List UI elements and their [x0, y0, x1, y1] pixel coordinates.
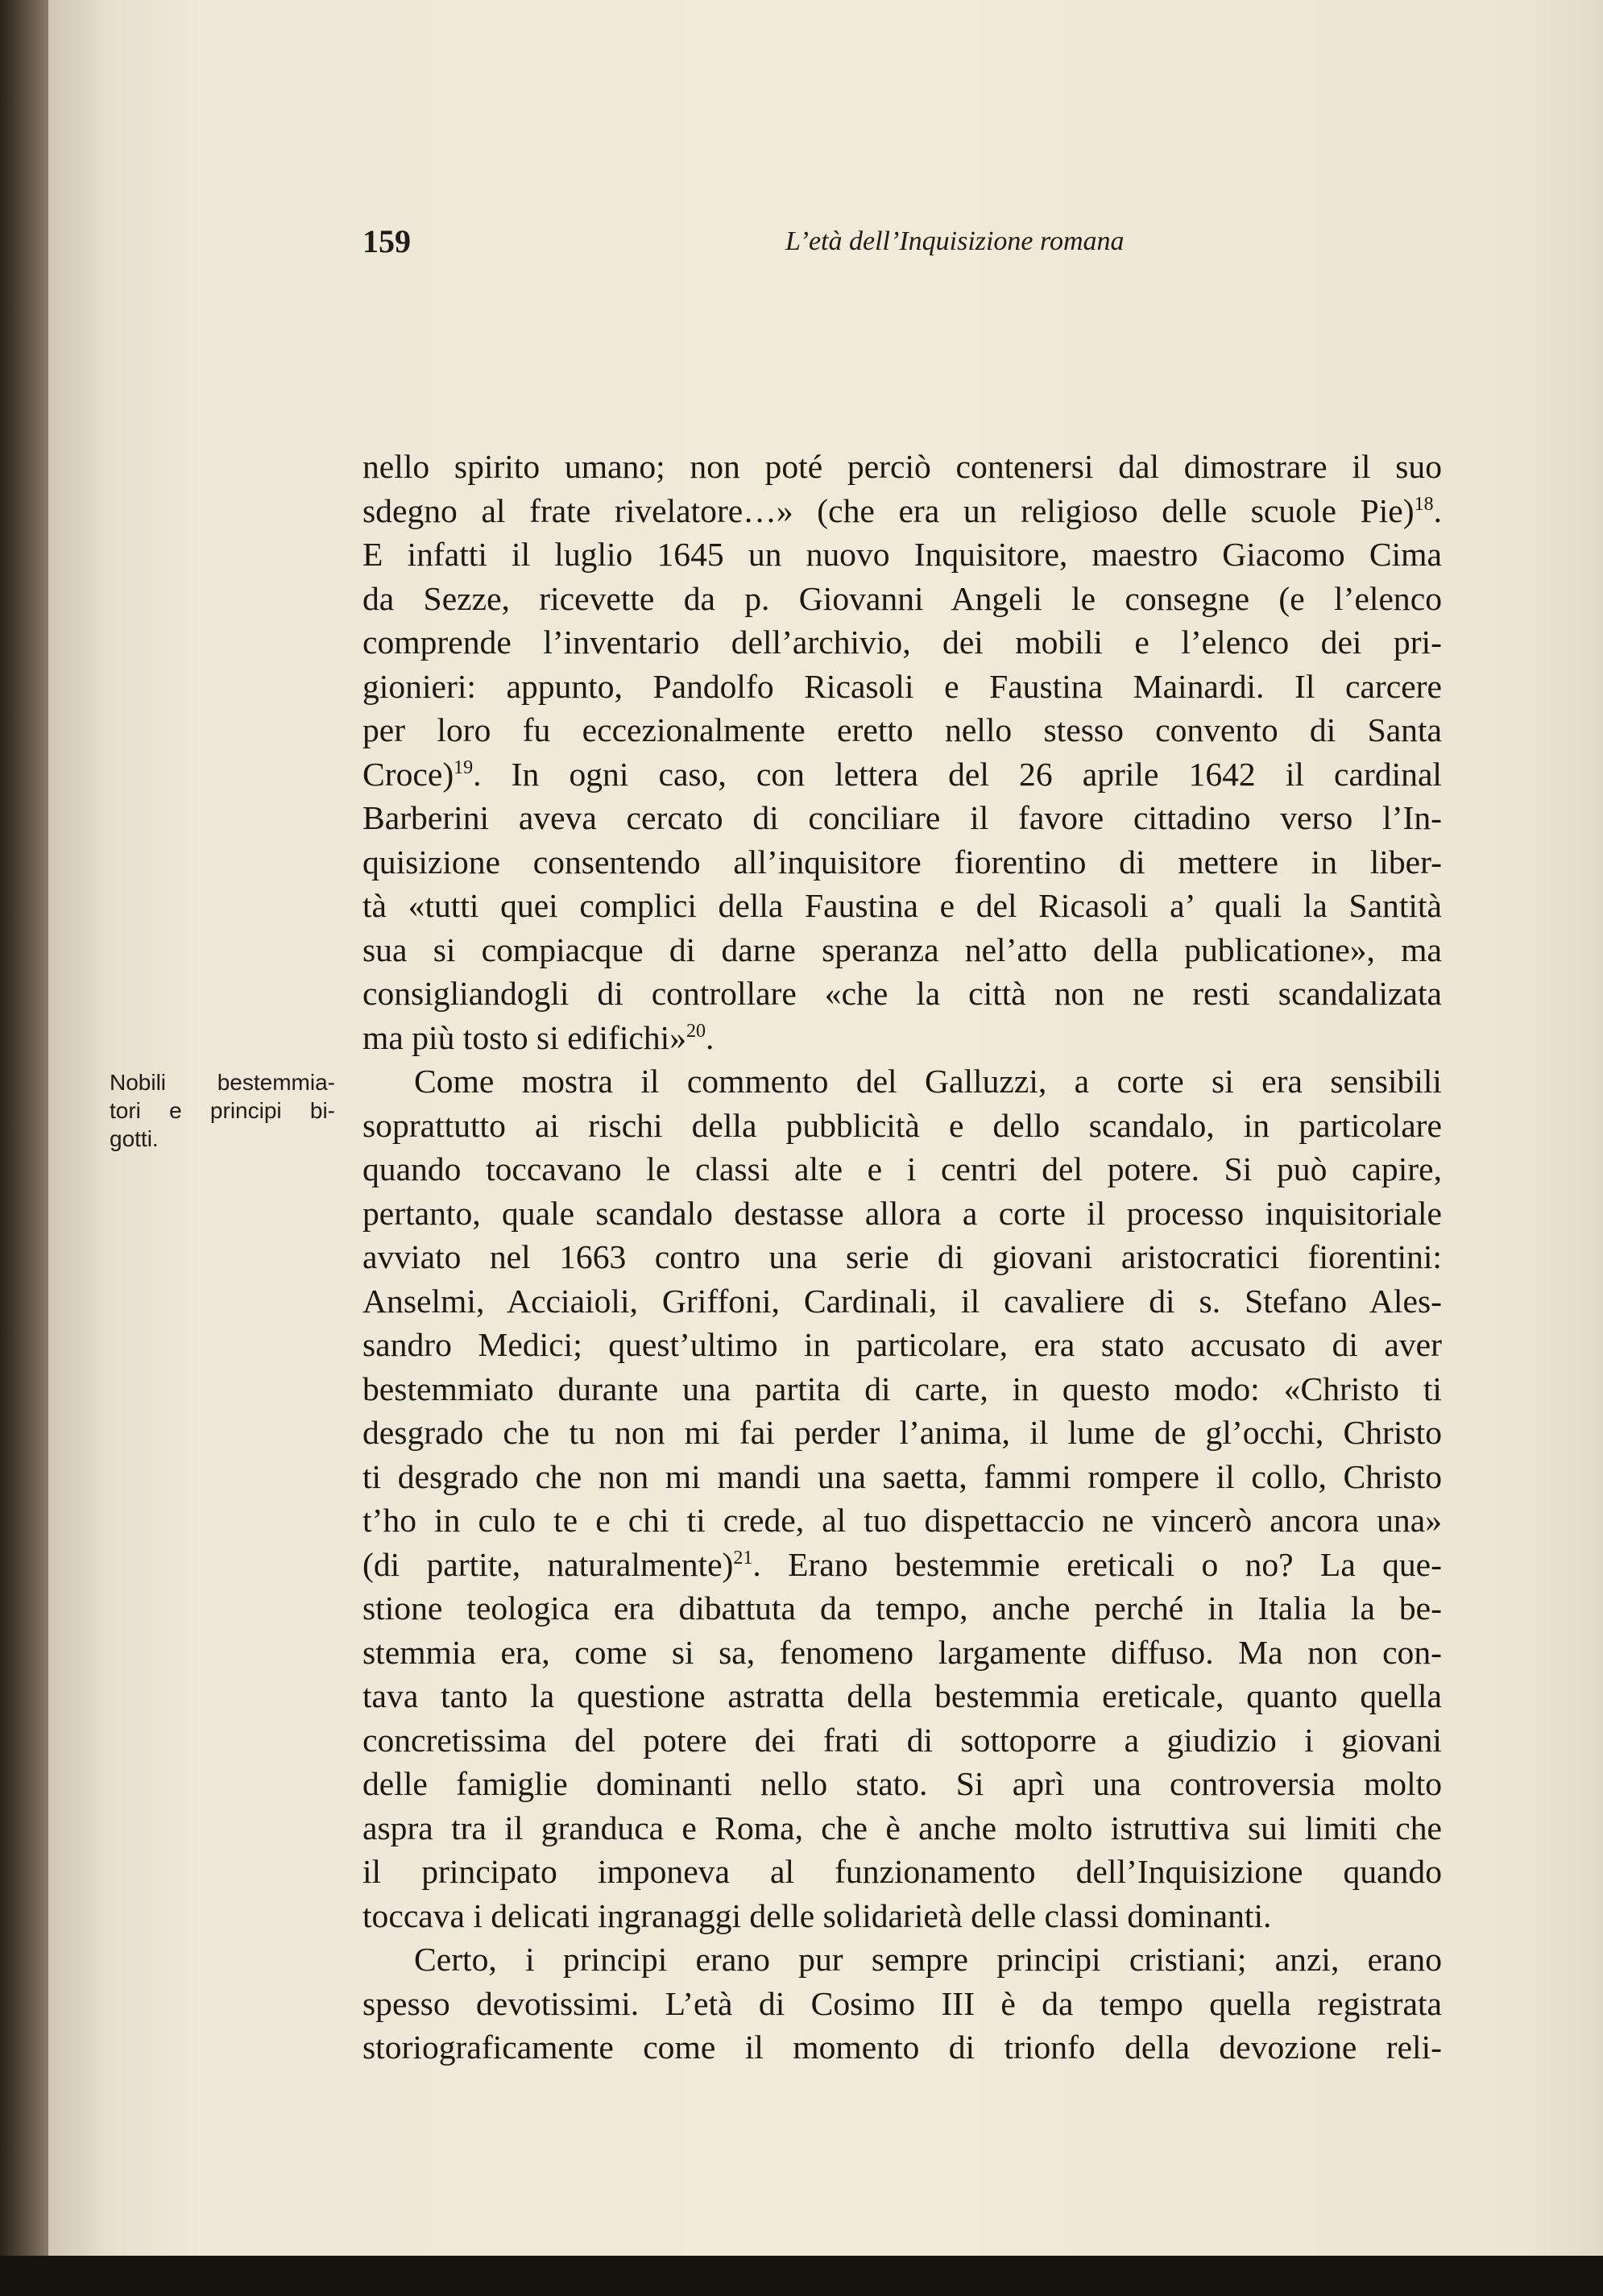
text-line: sdegno al frate rivelatore…» (che era un religioso delle scuole Pie)$^{18}$.	[362, 491, 1442, 529]
page-number: 159	[362, 223, 411, 259]
text-line: pertanto, quale scandalo destasse allora a corte il processo inquisitoriale	[362, 1194, 1442, 1232]
text-line: t’ho in culo te e chi ti crede, al tuo dispettaccio ne vincerò ancora una»	[362, 1502, 1442, 1539]
text-line: sandro Medici; quest’ultimo in particolare, era stato accusato di aver	[362, 1326, 1442, 1363]
text-line: stione teologica era dibattuta da tempo, anche perché in Italia la be-	[362, 1589, 1442, 1627]
text-line: desgrado che tu non mi fai perder l’anima, il lume de gl’occhi, Christo	[362, 1414, 1442, 1451]
text-line: da Sezze, ricevette da p. Giovanni Angeli le consegne (e l’elenco	[362, 579, 1442, 617]
text-line: il principato imponeva al funzionamento dell’Inquisizione quando	[362, 1853, 1442, 1890]
text-line: bestemmiato durante una partita di carte, in questo modo: «Christo ti	[362, 1370, 1442, 1407]
text-line: aspra tra il granduca e Roma, che è anche molto istruttiva sui limiti che	[362, 1809, 1442, 1846]
text-line: tava tanto la questione astratta della bestemmia ereticale, quanto quella	[362, 1677, 1442, 1714]
body-text	[362, 445, 1442, 2070]
text-line: Anselmi, Acciaioli, Griffoni, Cardinali, il cavaliere di s. Stefano Ales-	[362, 1282, 1442, 1320]
text-line: storiograficamente come il momento di trionfo della devozione reli-	[362, 2029, 1442, 2066]
running-title: L’età dell’Inquisizione romana	[785, 226, 1125, 256]
text-line: soprattutto ai rischi della pubblicità e dello scandalo, in particolare	[362, 1106, 1442, 1144]
marginal-note-line: Nobili bestemmia-	[110, 1070, 335, 1095]
text-line: E infatti il luglio 1645 un nuovo Inquisitore, maestro Giacomo Cima	[362, 536, 1442, 573]
scan-bottom-edge	[0, 2256, 1603, 2296]
text-line: Barberini aveva cercato di conciliare il favore cittadino verso l’In-	[362, 799, 1442, 836]
text-line: stemmia era, come si sa, fenomeno largamente diffuso. Ma non con-	[362, 1633, 1442, 1671]
text-line: sua si compiacque di darne speranza nel’atto della publicatione», ma	[362, 930, 1442, 968]
text-line: quisizione consentendo all’inquisitore fiorentino di mettere in liber-	[362, 843, 1442, 881]
text-line: ti desgrado che non mi mandi una saetta, fammi rompere il collo, Christo	[362, 1457, 1442, 1495]
footnote-ref: 20	[686, 1020, 706, 1042]
text-line: avviato nel 1663 contro una serie di giovani aristocratici fiorentini:	[362, 1238, 1442, 1275]
text-line: spesso devotissimi. L’età di Cosimo III è da tempo quella registrata	[362, 1984, 1442, 2022]
marginal-note-line: tori e principi bi-	[110, 1098, 335, 1123]
text-line: tà «tutti quei complici della Faustina e del Ricasoli a’ quali la Santità	[362, 887, 1442, 924]
text-line: nello spirito umano; non poté perciò contenersi dal dimostrare il suo	[362, 448, 1442, 485]
text-line: Come mostra il commento del Galluzzi, a corte si era sensibili	[414, 1063, 1442, 1100]
footnote-ref: 21	[733, 1547, 753, 1569]
marginal-note	[110, 1068, 335, 1153]
text-line: per loro fu eccezionalmente eretto nello stesso convento di Santa	[362, 711, 1442, 748]
text-line: toccava i delicati ingranaggi delle solidarietà delle classi dominanti.	[362, 1896, 1272, 1934]
text-line: consigliandogli di controllare «che la città non ne resti scandalizata	[362, 975, 1442, 1012]
text-line: Croce)$^{19}$. In ogni caso, con lettera del 26 aprile 1642 il cardinal	[362, 755, 1442, 793]
text-line: gionieri: appunto, Pandolfo Ricasoli e Faustina Mainardi. Il carcere	[362, 667, 1442, 705]
text-line: delle famiglie dominanti nello stato. Si aprì una controversia molto	[362, 1765, 1442, 1802]
footnote-ref: 18	[1414, 493, 1434, 515]
footnote-ref: 19	[454, 756, 474, 778]
running-head	[362, 218, 1442, 266]
text-line: Certo, i principi erano pur sempre principi cristiani; anzi, erano	[414, 1941, 1442, 1978]
text-line: quando toccavano le classi alte e i centri del potere. Si può capire,	[362, 1150, 1442, 1187]
text-line: comprende l’inventario dell’archivio, dei mobili e l’elenco dei pri-	[362, 624, 1442, 661]
marginal-note-line: gotti.	[110, 1126, 159, 1151]
text-line: ma più tosto si edifichi»$^{20}$.	[362, 1018, 715, 1056]
text-line: (di partite, naturalmente)$^{21}$. Erano bestemmie ereticali o no? La que-	[362, 1545, 1442, 1583]
text-line: concretissima del potere dei frati di sottoporre a giudizio i giovani	[362, 1721, 1442, 1759]
